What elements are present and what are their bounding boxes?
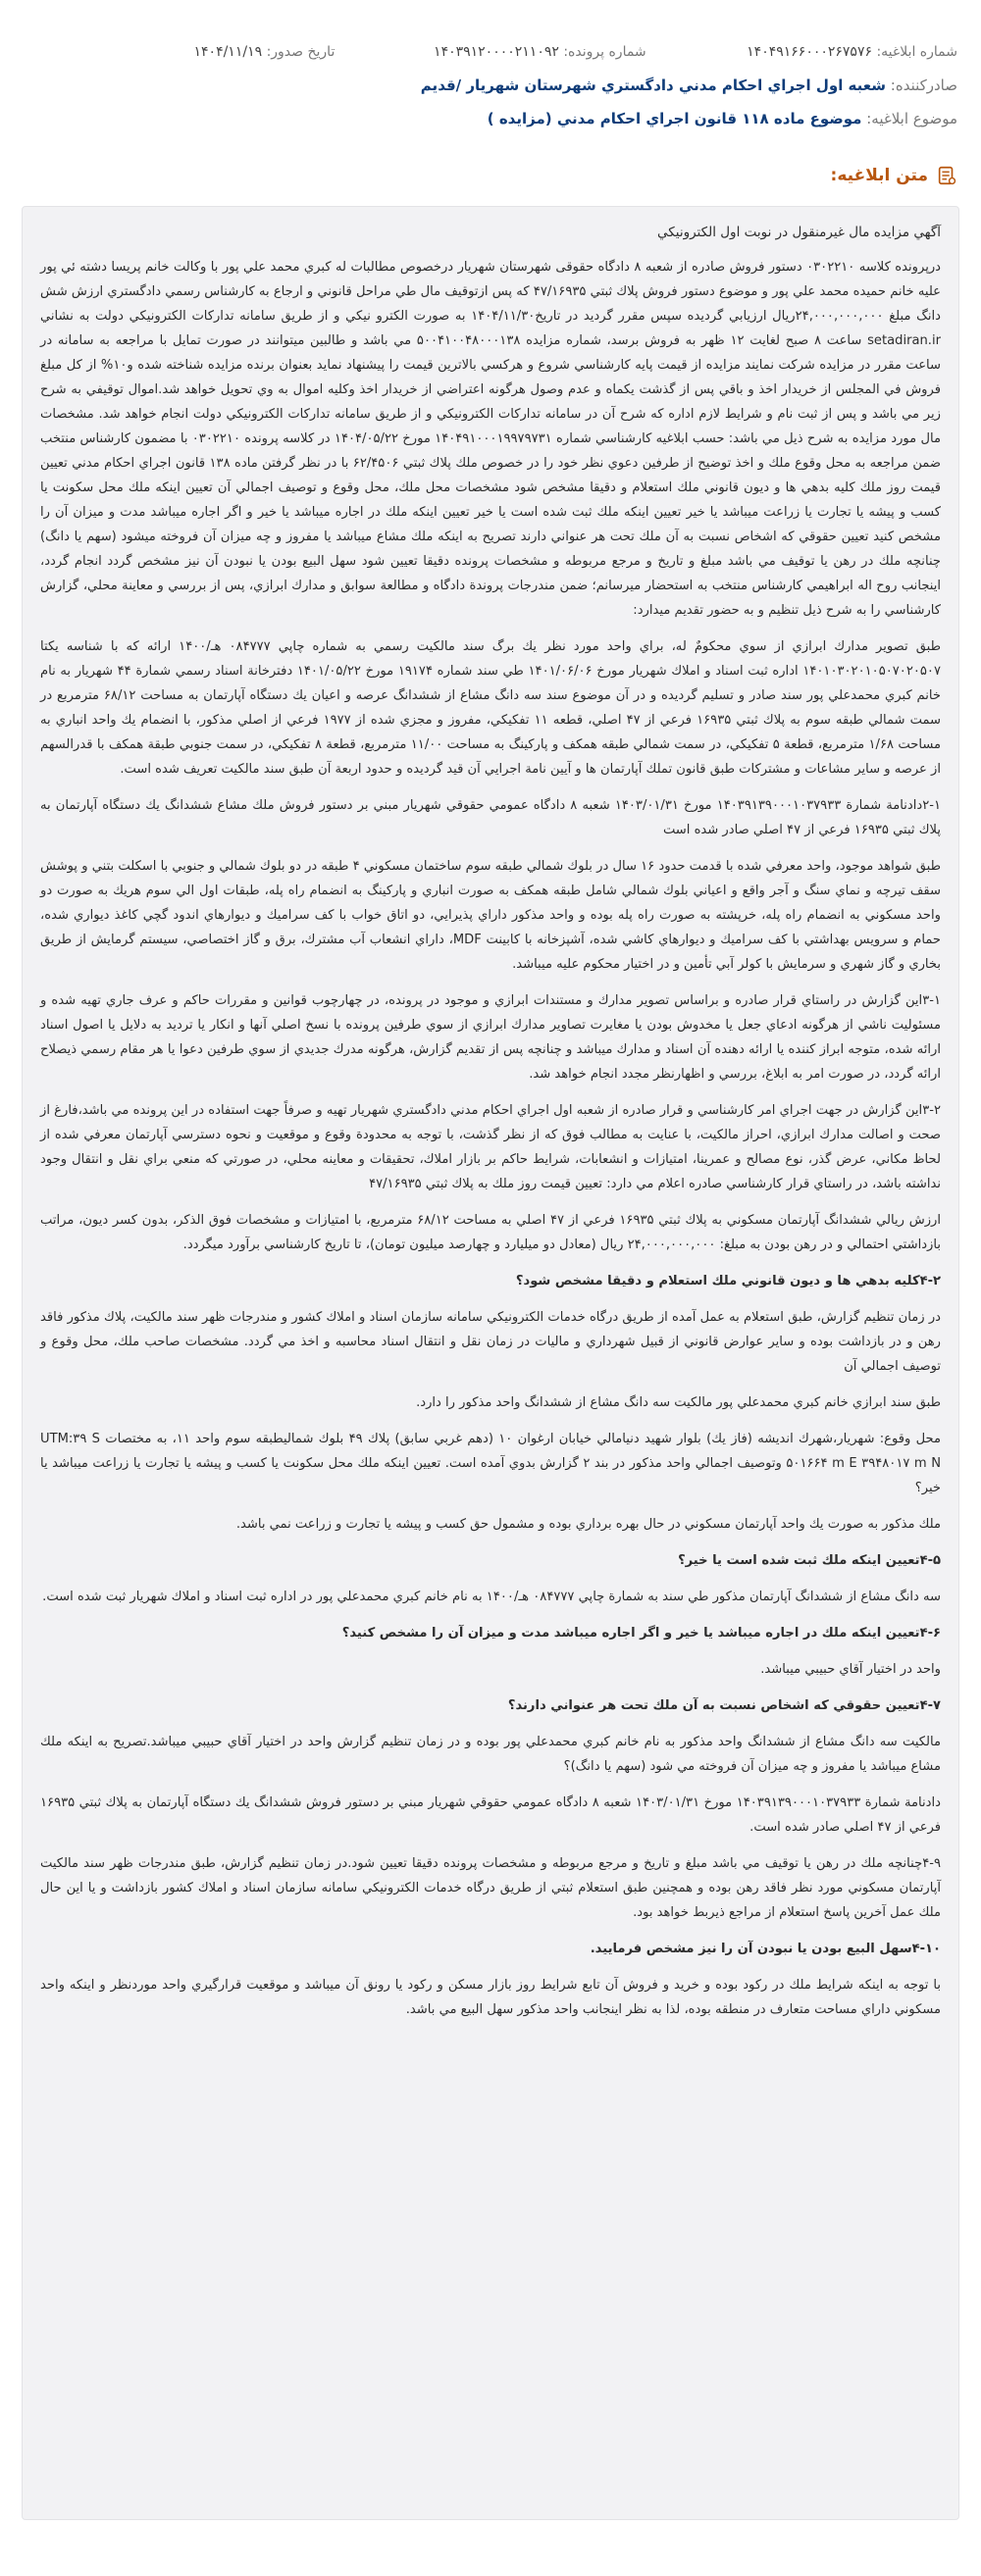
case-number: شماره پرونده: ۱۴۰۳۹۱۲۰۰۰۰۲۱۱۰۹۲: [434, 44, 646, 60]
answer-item: محل وقوع: شهريار،شهرك انديشه (فاز يك) بلوار شهيد دنيامالي خيابان ارغوان ۱۰ (دهم غربي سابق) پلاك ۴۹ بلوك شماليطبقه سوم واحد ۱۱، به مختصات UTM:۳۹ S ۵۰۱۶۶۴ m E ۳۹۴۸۰۱۷ m N وتوصيف اجمالي واحد مذكور در بند ۲ گزارش بدوي آمده است. تعيين اينكه ملك محل سكونت يا كسب و پيشه يا تجارت يا زراعت ميباشد يا خير؟: [40, 1432, 941, 1495]
meta-row: [0, 37, 981, 67]
notice-number: شماره ابلاغیه: ۱۴۰۴۹۱۶۶۰۰۰۲۶۷۵۷۶: [747, 44, 957, 60]
answer-item: با توجه به اينكه شرايط ملك در ركود بوده و خريد و فروش آن تابع شرايط روز بازار مسكن و ركود يا رونق آن ميباشد و موقعيت قرارگيري واحد موردنظر و اينكه واحد مسكوني داراي مساحت متعارف در منطقه بوده، لذا به نظر اينجانب واحد مذكور سهل البيع مي باشد.: [40, 1978, 941, 2017]
body-paragraph: ارزش ريالي ششدانگ آپارتمان مسكوني به پلاك ثبتي ۱۶۹۳۵ فرعي از ۴۷ اصلي به مساحت ۶۸/۱۲ مترمربع، با امتيازات و مشخصات فوق الذكر، بدون كسر ديون، مراتب بازداشتي احتمالي و در رهن بودن به مبلغ: ۲۴,۰۰۰,۰۰۰,۰۰۰ ريال (معادل دو ميليارد و چهارصد ميليون تومان)، تا تاريخ كارشناسي برآورد ميگردد.: [40, 1213, 941, 1252]
answer-item: سه دانگ مشاع از ششدانگ آپارتمان مذكور طي سند به شمارة چاپي ۰۸۴۷۷۷ هـ/۱۴۰۰ به نام خانم كبري محمدعلي پور در اداره ثبت اسناد و املاك شهريار ثبت شده است.: [42, 1590, 941, 1604]
subject-row: موضوع ابلاغیه: موضوع ماده ١١٨ قانون اجراي احكام مدني (مزايده ): [487, 110, 957, 127]
answer-item: ۴-۹چنانچه ملك در رهن يا توقيف مي باشد مبلغ و تاريخ و مرجع مربوطه و مشخصات پرونده دقيقا تعيين شود.در زمان تنظيم گزارش، طبق مندرجات ظهر سند مالكيت آپارتمان مسكوني مورد نظر فاقد رهن بوده و همچنين طبق استعلام ثبتي از طريق درگاه خدمات الكترونيكي سامانه سازمان اسناد و املاك كشور بازداشت و يا اين حال ملك عمل آخرين پاسخ استعلام از مراجع ذيربط خواهد بود.: [40, 1856, 941, 1920]
body-paragraph: ۳-۲اين گزارش در جهت اجراي امر كارشناسي و قرار صادره از شعبه اول اجراي احكام مدني دادگستري شهريار تهيه و صرفاً جهت استفاده در اين پرونده مي باشد،فارغ از صحت و اصالت مدارك ابرازي، احراز مالكيت، با عنايت به مطالب فوق كه از نظر گذشت، با توجه به محدودة وقوع و موقعيت و نحوه دسترسي آپارتمان معرفي شده از لحاظ مكاني، عرض گذر، نوع مصالح و عمرينا، امتيازات و انشعابات، شرايط حاكم بر بازار املاك، تحقيقات و معاينه محلي، در صورتي كه منعي براي نقل و انتقال وجود نداشته باشد، در راستاي قرار كارشناسي صادره اعلام مي دارد: تعيين قيمت روز ملك به پلاك ثبتي ۴۷/۱۶۹۳۵: [40, 1103, 941, 1191]
body-paragraph: طبق تصوير مدارك ابرازي از سوي محكومٌ له، براي واحد مورد نظر يك برگ سند مالكيت رسمي به شماره چاپي ۰۸۴۷۷۷ هـ/۱۴۰۰ ارائه كه با شناسه يكتا ۱۴۰۱۰۳۰۲۰۱۰۵۰۷۰۲۰۵۰۷ اداره ثبت اسناد و املاك شهريار مورخ ۱۴۰۱/۰۶/۰۶ طي سند شماره ۱۹۱۷۴ مورخ ۱۴۰۱/۰۵/۲۲ دفترخانة اسناد رسمي شمارة ۴۴ شهريار به نام خانم كبري محمدعلي پور سند صادر و تسليم گرديده و در آن موضوع سند سه دانگ مشاع از ششدانگ عرصه و اعيان يك دستگاه آپارتمان به مساحت ۶۸/۱۲ مترمربع در سمت شمالي طبقه سوم به پلاك ثبتي ۱۶۹۳۵ فرعي از ۴۷ اصلي، قطعه ۱۱ تفكيكي، مفروز و مجزي شده از ۱۹۷۷ فرعي از اصلي مذكور، با انضمام يك واحد انباري به مساحت ۱/۶۸ مترمربع، قطعة ۵ تفكيكي، در سمت شمالي طبقه همكف و پاركينگ به مساحت ۱۱/۰۰ مترمربع، قطعة ۸ تفكيكي، در سمت جنوبي طبقة همكف با قدرالسهم از عرصه و ساير مشاعات و مشتركات طبق قانون تملك آپارتمان ها و آيين نامة اجرايي آن قيد گرديده و حدود اربعة آن طبق سند مالكيت تعريف شده است.: [40, 639, 942, 777]
body-paragraph: درپرونده كلاسه ۰۳۰۲۲۱۰ دستور فروش صادره از شعبه ۸ دادگاه حقوقی شهرستان شهریار درخصوص مطالبات له كبري محمد علي پور با وكالت خانم پريسا دشته ئي پور علیه خانم حميده محمد علي پور و موضوع دستور فروش پلاك ثبتي ۴۷/۱۶۹۳۵ كه پس ازتوقيف مال طي مراحل قانوني و ارجاع به كارشناس رسمي دادگستري ارزش شش دانگ مبلغ ۲۴,۰۰۰,۰۰۰,۰۰۰ريال ارزيابي گرديده سپس مقرر گرديد در تاريخ۱۴۰۴/۱۱/۳۰ به صورت الكترو نيكي و از طريق سامانه تداركات الكترونيكي دولت به نشاني setadiran.ir ساعت ۸ صبح لغايت ۱۲ ظهر به فروش برسد، شماره مزايده ۵۰۰۴۱۰۰۴۸۰۰۰۱۳۸ مي باشد و طالبين ميتوانند در صورت تمايل با مراجعه به سامانه در ساعت مقرر در مزايده شركت نمايند مزايده از قيمت پايه كارشناسي شروع و هركسي بالاترين قيمت را پيشنهاد نمايد بعنوان برنده مزايده شناخته شده و۱۰% از كل مبلغ فروش في المجلس از خريدار اخذ و باقي پس از گذشت يكماه و عدم وصول هرگونه اعتراضي از خريدار اخذ وكليه اموال به وي تحويل خواهد شد.اموال توقيفي به شرح زير مي باشد و پس از ثبت نام و شرايط لازم اداره كه شرح آن در سامانه تداركات الكترونيكي و از طريق سامانه تداركات الكترونيكي دولت انجام خواهد شد. مشخصات مال مورد مزايده به شرح ذيل مي باشد: حسب ابلاغيه كارشناسي شماره ۱۴۰۴۹۱۰۰۰۱۹۹۷۹۷۳۱ مورخ ۱۴۰۴/۰۵/۲۲ در كلاسه پرونده ۰۳۰۲۲۱۰ با مضمون كارشناس منتخب ضمن مراجعه به محل وقوع ملك و اخذ توضيح از طرفين دعوي نظر خود را در خصوص ملك پلاك ثبتي ۶۲/۴۵۰۶ با در نظر گرفتن ماده ۱۳۸ قانون اجراي احكام مدني تعيين قيمت روز ملك كليه بدهي ها و ديون قانوني ملك استعلام و دقيقا مشخص شود مشخصات محل ملك، محل وقوع و توصيف اجمالي آن تعيين اينكه ملك محل سكونت يا كسب و پيشه يا تجارت يا زراعت ميباشد يا خير تعيين اينكه ملك ثبت شده است يا خير تعيين اينكه ملك در اجاره ميباشد يا خير و اگر اجاره ميباشد مدت و ميزان آن را مشخص كنيد تعيين حقوقي كه اشخاص نسبت به آن ملك تحت هر عنواني دارند تصريح به اينكه ملك مشاع ميباشد يا مفروز و چه ميزان آن فروخته ميشود (سهم يا دانگ) چنانچه ملك در رهن يا توقيف مي باشد مبلغ و تاريخ و مرجع مربوطه و مشخصات پرونده دقيقا تعيين شود سهل البيع بودن يا نبودن آن نيز مشخص گردد انجام گردد، اينجانب روح اله ابراهيمي كارشناس منتخب به استحضار ميرسانم؛ ضمن مندرجات پروندة دادگاه و مطالعة سوابق و مدارك ابرازي، پس از بررسي و معاينة محلي، گزارش كارشناسي را به شرح ذيل تنظيم و به حضور تقديم ميدارد:: [40, 260, 942, 618]
notice-body: [22, 206, 959, 2520]
answer-item: طبق سند ابرازي خانم كبري محمدعلي پور مالكيت سه دانگ مشاع از ششدانگ واحد مذكور را دارد.: [416, 1395, 941, 1410]
body-paragraph: ۳-۱اين گزارش در راستاي قرار صادره و براساس تصوير مدارك و مستندات ابرازي و موجود در پرونده، در چهارچوب قوانين و مقررات حاكم و عرف جاري تهيه شده و مسئوليت ناشي از هرگونه ادعاي جعل يا مخدوش بودن يا مغايرت تصاوير مدارك ابرازي از سوي طرفين پرونده با نسخ اصلي آنها و انكار يا ترديد به دلايل يا اصول اسناد ارائه شده، متوجه ابراز كننده يا ارائه دهنده آن اسناد و مدارك ميباشد و چنانچه پس از تقديم گزارش، هرگونه مدرك جديدي از سوي طرفين دعوا يا هر مقام رسمي ذيصلاح ارائه گردد، در صورت امر به ابلاغ، بررسي و اظهارنظر مجدد انجام خواهد شد.: [40, 993, 941, 1082]
question-item: ۴-۷تعيين حقوقي كه اشخاص نسبت به آن ملك تحت هر عنواني دارند؟: [507, 1698, 941, 1713]
issuer-name: شعبه اول اجراي احكام مدني دادگستري شهرستان شهريار /قديم: [420, 76, 886, 94]
answer-item: در زمان تنظيم گزارش، طبق استعلام به عمل آمده از طريق درگاه خدمات الكترونيكي سامانه سازمان اسناد و املاك كشور و مندرجات ظهر سند مالكيت، پلاك مذكور فاقد رهن و در بازداشت بوده و ساير عوارض قانوني از قبيل شهرداري و ماليات در زمان نقل و انتقال اسناد محاسبه و اخذ مي گردد. مشخصات صاحب ملك، محل وقوع و توصيف اجمالي آن: [40, 1310, 941, 1374]
issue-date: تاریخ صدور: ۱۴۰۴/۱۱/۱۹: [193, 44, 336, 60]
answer-item: مالكيت سه دانگ مشاع از ششدانگ واحد مذكور به نام خانم كبري محمدعلي پور بوده و در زمان تنظيم گزارش واحد در اختيار آقاي حبيبي ميباشد.تصريح به اينكه ملك مشاع ميباشد يا مفروز و چه ميزان آن فروخته مي شود (سهم يا دانگ)؟: [40, 1735, 941, 1774]
question-item: ۴-۲كليه بدهي ها و ديون قانوني ملك استعلام و دقيقا مشخص شود؟: [515, 1274, 941, 1288]
issuer-row: صادرکننده: شعبه اول اجراي احكام مدني دادگستري شهرستان شهريار /قديم: [420, 76, 957, 94]
question-item: ۴-۵تعيين اينكه ملك ثبت شده است يا خير؟: [678, 1553, 941, 1568]
section-title: [831, 165, 957, 186]
answer-item: واحد در اختيار آقاي حبيبي ميباشد.: [760, 1662, 941, 1677]
body-paragraph: ۲-۱دادنامة شمارة ۱۴۰۳۹۱۳۹۰۰۰۱۰۳۷۹۳۳ مورخ ۱۴۰۳/۰۱/۳۱ شعبه ۸ دادگاه عمومي حقوقي شهريار مبني بر دستور فروش ملك مشاع ششدانگ يك دستگاه آپارتمان به پلاك ثبتي ۱۶۹۳۵ فرعي از ۴۷ اصلي صادر شده است: [40, 798, 941, 837]
answer-item: دادنامة شمارة ۱۴۰۳۹۱۳۹۰۰۰۱۰۳۷۹۳۳ مورخ ۱۴۰۳/۰۱/۳۱ شعبه ۸ دادگاه عمومي حقوقي شهريار مبني بر دستور فروش ششدانگ يك دستگاه آپارتمان به پلاك ثبتي ۱۶۹۳۵ فرعي از ۴۷ اصلي صادر شده است.: [40, 1795, 941, 1835]
subject-text: موضوع ماده ١١٨ قانون اجراي احكام مدني (مزايده ): [487, 110, 862, 127]
document-text-icon: [936, 165, 957, 186]
question-item: ۴-۱۰سهل البيع بودن يا نبودن آن را نيز مشخص فرماييد.: [590, 1942, 941, 1956]
body-title: آگهي مزايده مال غيرمنقول در نوبت اول الكترونيكي: [657, 225, 941, 240]
section-title-text: متن ابلاغیه:: [830, 166, 928, 185]
body-paragraph: طبق شواهد موجود، واحد معرفي شده با قدمت حدود ۱۶ سال در بلوك شمالي طبقه سوم ساختمان مسكوني ۴ طبقه در دو بلوك شمالي و جنوبي با اسكلت بتني و پوشش سقف تيرچه و نماي سنگ و آجر واقع و اعياني بلوك شمالي شامل طبقه همكف به صورت انباري و پاركينگ به انضمام راه پله، طبقات اول الي سوم هريك به صورت دو واحد مسكوني به انضمام راه پله، خرپشته به صورت راه پله بوده و واحد مذكور داراي پذيرايي، دو اتاق خواب با كف سراميك و ديوارهاي اندود گچي كاغذ ديواري شده، حمام و سرويس بهداشتي با كف سراميك و ديوارهاي كاشي شده، آشپزخانه با كابينت MDF، داراي انشعاب آب مشترك، برق و گاز اختصاصي، سيستم گرمايش از طريق بخاري و گاز شهري و سرمايش با كولر آبي تأمين و در اختيار محكوم عليه ميباشد.: [40, 859, 942, 972]
answer-item: ملك مذكور به صورت يك واحد آپارتمان مسكوني در حال بهره برداري بوده و مشمول حق كسب و پيشه يا تجارت و زراعت نمي باشد.: [235, 1517, 941, 1532]
question-item: ۴-۶تعيين اينكه ملك در اجاره ميباشد يا خير و اگر اجاره ميباشد مدت و ميزان آن را مشخص كنيد؟: [341, 1626, 941, 1641]
